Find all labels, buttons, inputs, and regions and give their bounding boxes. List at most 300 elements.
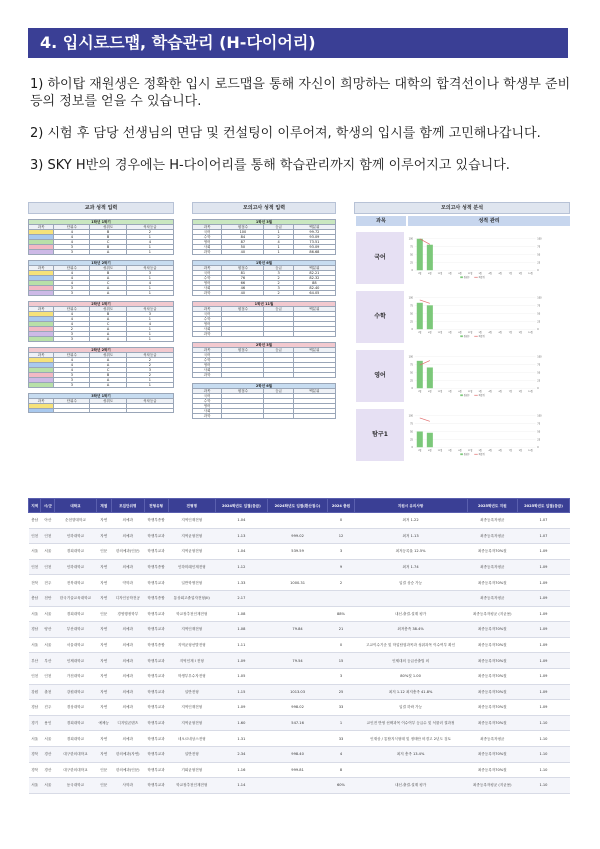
grade-cell[interactable] (293, 373, 335, 378)
admission-cell: 최종등록자평균 (467, 559, 517, 575)
grade-cell[interactable]: B (90, 230, 126, 235)
admission-cell: 양산 (41, 622, 55, 638)
admission-cell: 최종등록자70%컷 (467, 575, 517, 591)
admission-cell: 1.10 (517, 731, 569, 747)
admission-cell: 3 (328, 544, 354, 560)
y-tick-label: 75 (410, 422, 413, 426)
grade-cell[interactable]: 1 (126, 337, 173, 342)
x-tick-label: 6월 (458, 331, 462, 334)
grade-cell[interactable]: 86.68 (293, 250, 335, 255)
grade-cell[interactable]: 1 (126, 383, 173, 388)
grade-cell[interactable] (293, 332, 335, 337)
grade-cell[interactable]: 82.32 (293, 276, 335, 281)
grade-cell[interactable]: 4 (126, 322, 173, 327)
grade-cell[interactable]: A (90, 317, 126, 322)
admission-cell: 학생부교과 (144, 731, 168, 747)
grade-cell[interactable]: 1 (126, 276, 173, 281)
admission-cell: 경산 (41, 746, 55, 762)
grade-cell[interactable]: 4 (54, 230, 90, 235)
subject-label: 수학 (356, 291, 404, 343)
school-grades-panel (28, 202, 174, 413)
admission-cell: 진주 (41, 700, 55, 716)
grade-cell[interactable]: 1 (126, 332, 173, 337)
admission-cell: 지역균형전형 (168, 528, 215, 544)
grade-cell[interactable]: 73.51 (293, 240, 335, 245)
grade-cell[interactable]: 사회 (193, 286, 222, 291)
grade-cell[interactable]: 수학 (193, 317, 222, 322)
grade-cell[interactable]: 3 (264, 286, 293, 291)
y2-tick-label: 100 (537, 355, 542, 359)
grade-cell[interactable]: 3 (54, 337, 90, 342)
grade-block-header: 과목 (29, 307, 54, 312)
admission-cell: 인천 (29, 668, 41, 684)
x-tick-label: 3월 (478, 272, 482, 275)
grade-block-header: 성취도 (90, 307, 126, 312)
admission-cell: 서울 (29, 544, 41, 560)
grade-cell[interactable]: A (90, 332, 126, 337)
grade-cell[interactable] (126, 408, 173, 413)
grade-cell[interactable]: 과학 (193, 414, 222, 419)
grade-cell[interactable]: 3 (54, 373, 90, 378)
grade-cell[interactable] (264, 414, 293, 419)
y2-tick-label: 100 (537, 414, 542, 418)
grade-cell[interactable]: 국어 (193, 230, 222, 235)
admission-cell: 지역균형선발전형 (168, 637, 215, 653)
grade-cell[interactable] (264, 373, 293, 378)
admission-cell: 지역균형전형 (168, 715, 215, 731)
admission-header-cell: 모집단위명 (111, 499, 144, 513)
admission-cell: 경산 (41, 762, 55, 778)
admission-table-header (29, 499, 570, 513)
grade-cell[interactable]: 82.21 (293, 271, 335, 276)
grade-cell[interactable]: 4 (54, 271, 90, 276)
admission-cell: 4 (328, 746, 354, 762)
grade-cell[interactable] (29, 291, 54, 296)
x-tick-label: 4월 (488, 272, 492, 275)
admission-cell: 539.59 (267, 544, 328, 560)
grade-cell[interactable]: A (90, 378, 126, 383)
grade-cell[interactable] (90, 408, 126, 413)
grade-cell[interactable] (264, 332, 293, 337)
grade-cell[interactable] (54, 408, 90, 413)
grade-cell[interactable] (293, 414, 335, 419)
grade-cell[interactable]: B (90, 312, 126, 317)
grade-cell[interactable]: 76 (222, 276, 264, 281)
x-tick-label: 3월 (448, 272, 452, 275)
grade-cell[interactable]: 사회 (193, 245, 222, 250)
admission-cell: 1.31 (215, 731, 267, 747)
admission-cell: 인제대학교 (55, 653, 96, 669)
grade-cell[interactable]: 사회 (193, 409, 222, 414)
grade-cell[interactable]: 84 (222, 235, 264, 240)
grade-block-header: 과목 (193, 307, 222, 312)
admission-header-cell: 2025학년도 입결(등급) (517, 499, 569, 513)
y-tick-label: 50 (410, 253, 413, 257)
admission-cell: 의예과 (111, 684, 144, 700)
grade-cell[interactable]: 4 (54, 363, 90, 368)
legend-swatch-score (460, 453, 463, 455)
grade-management-screenshot (28, 202, 570, 470)
grade-block-header: 석차등급 (126, 225, 173, 230)
subject-label: 탐구1 (356, 409, 404, 461)
grade-cell[interactable]: C (90, 322, 126, 327)
grade-cell[interactable]: 1 (126, 291, 173, 296)
legend-label-percentile: 백분위 (478, 395, 485, 398)
grade-cell[interactable]: B (90, 245, 126, 250)
y2-tick-label: 50 (537, 371, 541, 375)
grade-cell[interactable]: 2 (126, 358, 173, 363)
admission-cell: 의예과 (111, 622, 144, 638)
grade-cell[interactable]: 99.72 (293, 230, 335, 235)
admission-cell (267, 778, 328, 794)
grade-cell[interactable]: C (90, 281, 126, 286)
grade-cell[interactable]: 2 (126, 230, 173, 235)
grade-cell[interactable]: 3 (54, 245, 90, 250)
admission-cell: 학생부교과 (144, 715, 168, 731)
admission-header-cell: 2024학년도 입결(환산점수) (267, 499, 328, 513)
grade-cell[interactable]: 1 (264, 230, 293, 235)
grade-cell[interactable]: 3 (126, 271, 173, 276)
grade-cell[interactable]: 4 (54, 281, 90, 286)
admission-cell: 경남 (29, 700, 41, 716)
admission-cell: 1.12 (215, 559, 267, 575)
grade-cell[interactable]: 수학 (193, 235, 222, 240)
grade-block-header: 과목 (29, 353, 54, 358)
grade-cell[interactable]: 과학 (193, 373, 222, 378)
grade-cell[interactable]: 수학 (193, 276, 222, 281)
admission-cell: 춘천 (41, 684, 55, 700)
grade-block (192, 383, 336, 419)
grade-cell[interactable]: 과학 (193, 250, 222, 255)
grade-cell[interactable]: B (90, 271, 126, 276)
grade-block-header: 원점수 (222, 225, 264, 230)
grade-cell[interactable]: 93.09 (293, 245, 335, 250)
admission-cell: 내신.출결.설계 평가 (354, 606, 467, 622)
grade-cell[interactable]: 4 (264, 240, 293, 245)
grade-cell[interactable]: A (90, 286, 126, 291)
grade-cell[interactable] (29, 383, 54, 388)
grade-cell[interactable]: A (90, 276, 126, 281)
grade-cell[interactable]: 영어 (193, 404, 222, 409)
x-tick-label: 4월 (488, 449, 492, 452)
grade-cell[interactable]: A (90, 363, 126, 368)
admission-cell: 인문 (96, 778, 111, 794)
grade-cell[interactable]: 영어 (193, 322, 222, 327)
grade-cell[interactable]: 1 (126, 245, 173, 250)
admission-cell: 자연 (96, 590, 111, 606)
grade-cell[interactable]: 88 (293, 281, 335, 286)
admission-cell: 학생부교과 (144, 684, 168, 700)
grade-cell[interactable]: 1 (264, 245, 293, 250)
grade-cell[interactable]: 1 (126, 286, 173, 291)
grade-cell[interactable]: 66 (222, 281, 264, 286)
admission-cell: 1.09 (215, 653, 267, 669)
grade-cell[interactable] (29, 250, 54, 255)
admission-cell: 최종등록자평균 (467, 513, 517, 529)
legend-label-score: 원점수 (463, 277, 470, 280)
admission-cell: 전북대학교 (55, 575, 96, 591)
x-tick-label: 6월 (498, 331, 502, 334)
table-row (29, 684, 570, 700)
admission-cell: 547.16 (267, 715, 328, 731)
grade-cell[interactable]: 40 (222, 291, 264, 296)
grade-cell[interactable]: 3 (126, 368, 173, 373)
grade-cell[interactable] (29, 408, 54, 413)
grade-cell[interactable]: B (90, 235, 126, 240)
grade-cell[interactable]: 3 (126, 312, 173, 317)
admission-cell: 0 (328, 513, 354, 529)
admission-cell: 998.40 (267, 746, 328, 762)
grade-cell[interactable]: B (90, 373, 126, 378)
grade-cell[interactable]: 1 (126, 378, 173, 383)
admission-cell: 부산 (41, 653, 55, 669)
y2-tick-label: 0 (537, 446, 539, 450)
grade-cell[interactable]: 영어 (193, 363, 222, 368)
grade-cell[interactable]: 1 (126, 317, 173, 322)
grade-cell[interactable]: 2 (264, 276, 293, 281)
table-row (29, 513, 570, 529)
grade-cell[interactable]: 과학 (193, 291, 222, 296)
admission-cell: 의예과 (111, 637, 144, 653)
analysis-header-management: 성적 관리 (408, 216, 570, 226)
grade-cell[interactable]: 4 (54, 235, 90, 240)
x-tick-label: 3월 (418, 449, 422, 452)
grade-cell[interactable]: A (90, 291, 126, 296)
admission-cell (328, 590, 354, 606)
admission-cell: 1.07 (517, 528, 569, 544)
table-row (29, 762, 570, 778)
admission-cell: 15 (328, 653, 354, 669)
x-tick-label: 3월 (418, 331, 422, 334)
admission-cell: 의예과 (111, 513, 144, 529)
y2-tick-label: 75 (537, 422, 541, 426)
grade-cell[interactable]: C (90, 240, 126, 245)
grade-cell[interactable]: 50 (222, 245, 264, 250)
admission-cell: 전북 (29, 575, 41, 591)
admission-cell: 1013.03 (267, 684, 328, 700)
admission-cell: 학생부종합 (144, 513, 168, 529)
admission-cell: 부산대학교 (55, 622, 96, 638)
x-tick-label: 6월 (458, 390, 462, 393)
grade-cell[interactable]: 3 (54, 383, 90, 388)
grade-cell[interactable]: 사회 (193, 327, 222, 332)
grade-block-header: 단위수 (54, 399, 90, 404)
table-row (29, 528, 570, 544)
grade-cell[interactable]: 3 (54, 250, 90, 255)
grade-cell[interactable]: A (90, 358, 126, 363)
grade-cell[interactable]: 82.40 (293, 286, 335, 291)
grade-block (192, 219, 336, 255)
legend-label-score: 원점수 (463, 395, 470, 398)
grade-cell[interactable]: A (90, 327, 126, 332)
admission-cell: 충남 (29, 513, 41, 529)
grade-cell[interactable]: C (90, 368, 126, 373)
admission-cell: 33 (328, 731, 354, 747)
admission-header-cell: 지역 (29, 499, 41, 513)
admission-cell: 약학과 (111, 575, 144, 591)
admission-cell: 경기 (29, 715, 41, 731)
admission-cell: 사학과 (111, 778, 144, 794)
x-tick-label: 11월 (437, 449, 443, 452)
grade-cell[interactable]: 수학 (193, 399, 222, 404)
x-tick-label: 10월 (528, 449, 533, 452)
grade-row (29, 250, 174, 255)
admission-cell: 인재상 / 통합지식형태 및 정태안 비경고 2년도 검토 (354, 731, 467, 747)
mock-analysis-panel (354, 202, 570, 470)
admission-cell: 1.08 (215, 606, 267, 622)
x-tick-label: 4월 (488, 331, 492, 334)
admission-cell (267, 637, 328, 653)
grade-cell[interactable]: 과학 (193, 332, 222, 337)
grade-cell[interactable]: 64.05 (293, 291, 335, 296)
y2-tick-label: 50 (537, 312, 541, 316)
grade-cell[interactable]: 국어 (193, 312, 222, 317)
admission-cell: 1 (328, 715, 354, 731)
grade-cell[interactable]: 2 (126, 373, 173, 378)
admission-cell: 지역인재전형 (168, 622, 215, 638)
admission-cell: 학생부우수자전형 (168, 668, 215, 684)
admission-cell: 일반전형 (168, 684, 215, 700)
grade-cell[interactable] (29, 337, 54, 342)
admission-cell: 학생부종합 (144, 559, 168, 575)
grade-cell[interactable]: A (90, 250, 126, 255)
grade-cell[interactable]: 40 (222, 250, 264, 255)
grade-cell[interactable]: 2 (264, 291, 293, 296)
section-title-banner (28, 28, 568, 58)
x-tick-label: 3월 (478, 449, 482, 452)
admission-cell: 아산 (41, 513, 55, 529)
subject-chart (406, 232, 546, 284)
grade-row (29, 291, 174, 296)
grade-cell[interactable]: 국어 (193, 271, 222, 276)
grade-cell[interactable]: 3 (54, 286, 90, 291)
y2-tick-label: 25 (537, 379, 541, 383)
admission-cell: 인문 (96, 762, 111, 778)
admission-cell: 학생부교과 (144, 544, 168, 560)
x-tick-label: 9월 (518, 331, 523, 334)
y-tick-label: 50 (410, 371, 413, 375)
admission-cell: 지역인재전형 (168, 700, 215, 716)
grade-block-header: 단위수 (54, 307, 90, 312)
admission-cell: 1.09 (517, 559, 569, 575)
grade-cell[interactable]: 1 (126, 235, 173, 240)
admission-cell: 1.15 (215, 684, 267, 700)
grade-cell[interactable]: 1 (126, 327, 173, 332)
grade-cell[interactable]: 2 (264, 281, 293, 286)
grade-cell[interactable]: 3 (54, 378, 90, 383)
grade-cell[interactable]: 영어 (193, 281, 222, 286)
grade-cell[interactable]: 2 (126, 363, 173, 368)
grade-cell[interactable]: 93.09 (293, 235, 335, 240)
admission-cell (267, 559, 328, 575)
score-bar (427, 367, 433, 388)
table-row (29, 590, 570, 606)
grade-cell[interactable]: 4 (54, 368, 90, 373)
grade-cell[interactable]: 1 (126, 250, 173, 255)
grade-cell[interactable]: 수학 (193, 358, 222, 363)
grade-cell[interactable]: 100 (222, 230, 264, 235)
grade-cell[interactable]: 3 (54, 291, 90, 296)
grade-cell[interactable]: 1 (264, 250, 293, 255)
grade-cell[interactable] (222, 414, 264, 419)
grade-cell[interactable]: 국어 (193, 353, 222, 358)
admission-cell: 인문 (96, 544, 111, 560)
admission-cell: 경희대학교 (55, 606, 96, 622)
admission-cell: 학생부교과 (144, 606, 168, 622)
grade-block-caption: 2학년 6월 (193, 384, 336, 389)
admission-cell: 자연 (96, 575, 111, 591)
grade-cell[interactable]: 4 (54, 317, 90, 322)
admission-cell: 최저 1.12 최저충족 41.8% (354, 684, 467, 700)
admission-cell: 최종등록자70%컷 (467, 684, 517, 700)
grade-cell[interactable]: 46 (222, 286, 264, 291)
admission-cell: 79.84 (267, 622, 328, 638)
admission-cell: 인천 (41, 528, 55, 544)
grade-cell[interactable]: 영어 (193, 240, 222, 245)
grade-block-header: 석차등급 (126, 399, 173, 404)
mock-analysis-title: 모의고사 성적 분석 (354, 202, 570, 214)
grade-cell[interactable] (222, 332, 264, 337)
table-row (29, 559, 570, 575)
grade-cell[interactable]: 3 (264, 271, 293, 276)
admission-cell: 인천 (29, 528, 41, 544)
grade-row (193, 291, 336, 296)
grade-cell[interactable]: 4 (54, 358, 90, 363)
grade-cell[interactable]: 3 (54, 332, 90, 337)
grade-cell[interactable]: 4 (54, 240, 90, 245)
grade-cell[interactable]: 4 (54, 276, 90, 281)
grade-cell[interactable]: 87 (222, 240, 264, 245)
grade-cell[interactable]: A (90, 337, 126, 342)
x-tick-label: 6월 (458, 449, 462, 452)
x-tick-label: 6월 (498, 272, 502, 275)
legend-swatch-score (460, 394, 463, 396)
x-tick-label: 3월 (418, 272, 422, 275)
grade-cell[interactable]: 사회 (193, 368, 222, 373)
admission-cell: 최저 충족 13.4% (354, 746, 467, 762)
x-tick-label: 6월 (498, 390, 502, 393)
grade-cell[interactable] (222, 373, 264, 378)
admission-cell: 입결 상승 가능 (354, 575, 467, 591)
grade-cell[interactable]: 4 (126, 281, 173, 286)
admission-cell: 60% (328, 778, 354, 794)
admission-cell: 자연 (96, 622, 111, 638)
grade-cell[interactable]: A (90, 383, 126, 388)
table-row (29, 715, 570, 731)
admission-cell: 인천 (41, 559, 55, 575)
grade-cell[interactable]: 4 (54, 322, 90, 327)
grade-cell[interactable]: 4 (126, 240, 173, 245)
grade-cell[interactable]: 81 (222, 271, 264, 276)
admission-table-body (29, 513, 570, 794)
grade-block-caption: 3학년 1학기 (29, 394, 174, 399)
grade-cell[interactable]: 국어 (193, 394, 222, 399)
admission-cell: 1.10 (517, 762, 569, 778)
grade-cell[interactable]: 2 (264, 235, 293, 240)
admission-cell: 1.09 (517, 684, 569, 700)
grade-cell[interactable]: 2 (54, 327, 90, 332)
y2-tick-label: 50 (537, 430, 541, 434)
admission-cell: 경상대학교 (55, 700, 96, 716)
admission-cell: 서울 (29, 606, 41, 622)
paragraph-3: 3) SKY H반의 경우에는 H-다이어리를 통해 학습관리까지 함께 이루어지고 있습니다. (30, 158, 510, 173)
x-tick-label: 11월 (467, 449, 473, 452)
admission-cell: 자연 (96, 684, 111, 700)
x-tick-label: 11월 (467, 390, 473, 393)
y2-tick-label: 100 (537, 296, 542, 300)
grade-cell[interactable]: 4 (54, 312, 90, 317)
admission-cell: 최저등록율 12.5% (354, 544, 467, 560)
